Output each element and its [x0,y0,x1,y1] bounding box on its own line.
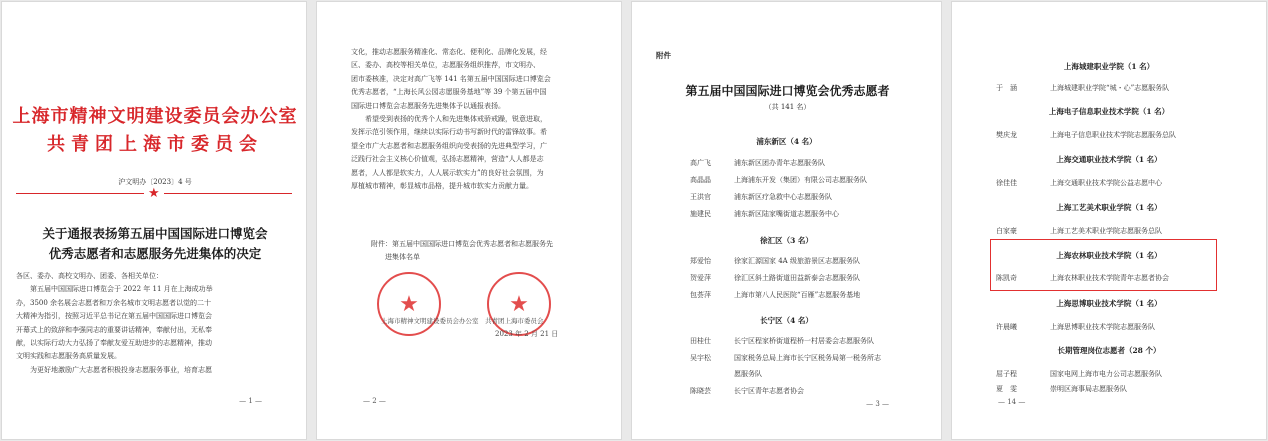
list-item [690,369,930,379]
page1-body [16,270,296,377]
page-number: — 3 — [866,400,889,408]
volunteer-group: 徐家汇源国家 4A 级旅游景区志愿服务队 [734,257,860,265]
list-item [690,192,930,202]
volunteer-name: 白家豪 [996,227,1017,235]
body-line: 文明实践和志愿服务高质量发展。 [16,352,121,361]
volunteer-name: 田桂仕 [690,337,711,345]
volunteer-name: 王洪官 [690,193,711,201]
seal-star-icon: ★ [399,292,419,317]
body-line: 优秀志愿者，“上海长风公园志愿服务基地”等 39 个第五届中国 [351,88,547,97]
body-line: 泛践行社会主义核心价值观，弘扬志愿精神，营造“人人都是志 [351,155,544,164]
signer-1: 上海市精神文明建设委员会办公室 [381,317,479,325]
attachment-note [371,238,601,264]
section-heading: 浦东新区（4 名） [756,137,817,146]
attachment-line-1: 附件：第五届中国国际进口博览会优秀志愿者和志愿服务先 [371,240,553,248]
list-item [996,384,1256,394]
section-heading: 上海电子信息职业技术学院（1 名） [1048,107,1170,116]
body-line: 望全市广大志愿者和志愿服务组织向受表扬的先进典型学习，广 [351,141,547,150]
page2-body [351,46,603,193]
section-heading: 长期管理岗位志愿者（28 个） [1057,346,1161,355]
volunteer-name: 屈子程 [996,370,1017,378]
body-line: 希望受到表扬的优秀个人和先进集体戒骄戒躁，锐意进取， [351,115,547,124]
list-item [996,322,1256,332]
list-item [996,369,1256,379]
volunteer-group: 国家电网上海市电力公司志愿服务队 [1050,370,1162,378]
page-number: — 2 — [363,397,386,405]
issue-date: 2023 年 2 月 21 日 [495,330,559,338]
issuer-line-2: 共青团上海市委员会 [47,134,263,155]
section-heading: 上海城建职业学院（1 名） [1063,62,1155,71]
list-item [690,336,930,346]
section-heading: 上海交通职业技术学院（1 名） [1056,155,1162,164]
body-line: 为更好地激励广大志愿者积极投身志愿服务事业，培育志愿 [16,365,212,374]
volunteer-group: 长宁区青年志愿者协会 [734,387,804,395]
volunteer-name: 施建民 [690,210,711,218]
official-seal-1 [377,272,441,336]
volunteer-name: 樊庆龙 [996,131,1017,139]
body-line: 开幕式上的致辞和李强同志的重要讲话精神，奉献付出，无私奉 [16,325,212,334]
list-item [690,273,930,283]
list-item [996,178,1256,188]
body-line: 第五届中国国际进口博览会于 2022 年 11 月在上海成功举 [16,285,213,294]
volunteer-name: 包荟萍 [690,291,711,299]
section-heading: 上海农林职业技术学院（1 名） [1056,251,1162,260]
volunteer-name: 陈凯奇 [996,274,1017,282]
list-item [690,353,930,363]
volunteer-group: 上海电子信息职业技术学院志愿服务总队 [1050,131,1176,139]
list-count: （共 141 名） [764,103,811,111]
section-heading: 上海思博职业技术学院（1 名） [1056,299,1162,308]
volunteer-group: 愿服务队 [734,370,762,378]
seal-star-icon: ★ [509,292,529,317]
attachment-line-2: 进集体名单 [385,253,420,261]
volunteer-group: 上海市第八人民医院“百雁”志愿服务基地 [734,291,861,299]
body-line: 区、委办、高校等相关单位，志愿服务组织推荐，市文明办、 [351,61,540,70]
volunteer-group: 长宁区程家桥街道程桥一村居委会志愿服务队 [734,337,874,345]
body-line: 各区、委办、高校文明办、团委、各相关单位： [16,272,163,280]
volunteer-group: 上海浦东开发（集团）有限公司志愿服务队 [734,176,867,184]
volunteer-group: 浦东新区团办青年志愿服务队 [734,159,825,167]
body-line: 发挥示范引领作用，继续以实际行动书写新时代的雷锋故事。希 [351,128,547,137]
volunteer-name: 夏 雯 [996,385,1017,393]
red-divider-right [164,193,292,194]
body-line: 献，以实际行动大力弘扬了奉献友爱互助进步的志愿精神，推动 [16,339,212,348]
document-number: 沪文明办〔2023〕4 号 [118,178,192,186]
document-page-1 [1,1,307,440]
list-item [690,290,930,300]
body-line: 文化，推动志愿服务精准化、常态化、便利化、品牌化发展，经 [351,48,547,56]
list-item [996,83,1256,93]
page-number: — 1 — [239,397,262,405]
body-line: 团市委核准，决定对高广飞等 141 名第五届中国国际进口博览会 [351,74,551,83]
section-heading: 上海工艺美术职业学院（1 名） [1056,203,1162,212]
volunteer-name: 徐佳佳 [996,179,1017,187]
highlight-box [990,239,1217,291]
issuer-line-1: 上海市精神文明建设委员会办公室 [12,106,298,127]
volunteer-name: 陈晓芸 [690,387,711,395]
red-divider-left [16,193,144,194]
signer-2: 共青团上海市委员会 [485,317,544,325]
volunteer-name: 于 涵 [996,84,1017,92]
volunteer-name: 高晶晶 [690,176,711,184]
list-title: 第五届中国国际进口博览会优秀志愿者 [685,84,890,98]
body-line: 愿者，人人都是软实力，人人展示软实力”的良好社会氛围，为 [351,168,544,177]
body-line: 厚植城市精神，彰显城市品格，提升城市软实力贡献力量。 [351,182,533,191]
volunteer-group: 崇明区海事局志愿服务队 [1050,385,1127,393]
list-item [996,226,1256,236]
volunteer-name: 郑爱怡 [690,257,711,265]
volunteer-group: 上海工艺美术职业学院志愿服务总队 [1050,227,1162,235]
volunteer-group: 浦东新区陆家嘴街道志愿服务中心 [734,210,839,218]
volunteer-group: 国家税务总局上海市长宁区税务局第一税务所志 [734,354,881,362]
document-page-3 [631,1,942,440]
list-item [690,158,930,168]
body-line: 办，3500 余名展会志愿者和万余名城市文明志愿者以觉的二十 [16,298,212,307]
list-item [996,130,1256,140]
document-title-line-2: 优秀志愿者和志愿服务先进集体的决定 [48,246,262,261]
list-item [690,209,930,219]
volunteer-name: 贺爱萍 [690,274,711,282]
volunteer-name: 高广飞 [690,159,711,167]
list-item [690,386,930,396]
volunteer-group: 上海思博职业技术学院志愿服务队 [1050,323,1155,331]
volunteer-group: 上海交通职业技术学院公益志愿中心 [1050,179,1162,187]
volunteer-group: 徐汇区斜土路街道田益新泰会志愿服务队 [734,274,860,282]
volunteer-group: 上海农林职业技术学院青年志愿者协会 [1050,274,1169,282]
attachment-label: 附件 [656,51,671,60]
body-line: 大精神为指引，按照习近平总书记在第五届中国国际进口博览会 [16,312,212,321]
star-icon: ★ [148,186,160,201]
volunteer-group: 上海城建职业学院“城・心”志愿服务队 [1050,84,1170,92]
section-heading: 长宁区（4 名） [760,316,813,325]
section-heading: 徐汇区（3 名） [760,236,813,245]
official-seal-2 [487,272,551,336]
list-item [690,256,930,266]
body-line: 国际进口博览会志愿服务先进集体予以通报表扬。 [351,101,505,110]
volunteer-group: 浦东新区疗急救中心志愿服务队 [734,193,832,201]
document-title-line-1: 关于通报表扬第五届中国国际进口博览会 [42,226,268,241]
volunteer-name: 许晨曦 [996,323,1017,331]
list-item [690,175,930,185]
document-page-4 [951,1,1267,440]
volunteer-name: 吴宇松 [690,354,711,362]
page-number: — 14 — [998,398,1026,406]
document-page-2 [316,1,622,440]
